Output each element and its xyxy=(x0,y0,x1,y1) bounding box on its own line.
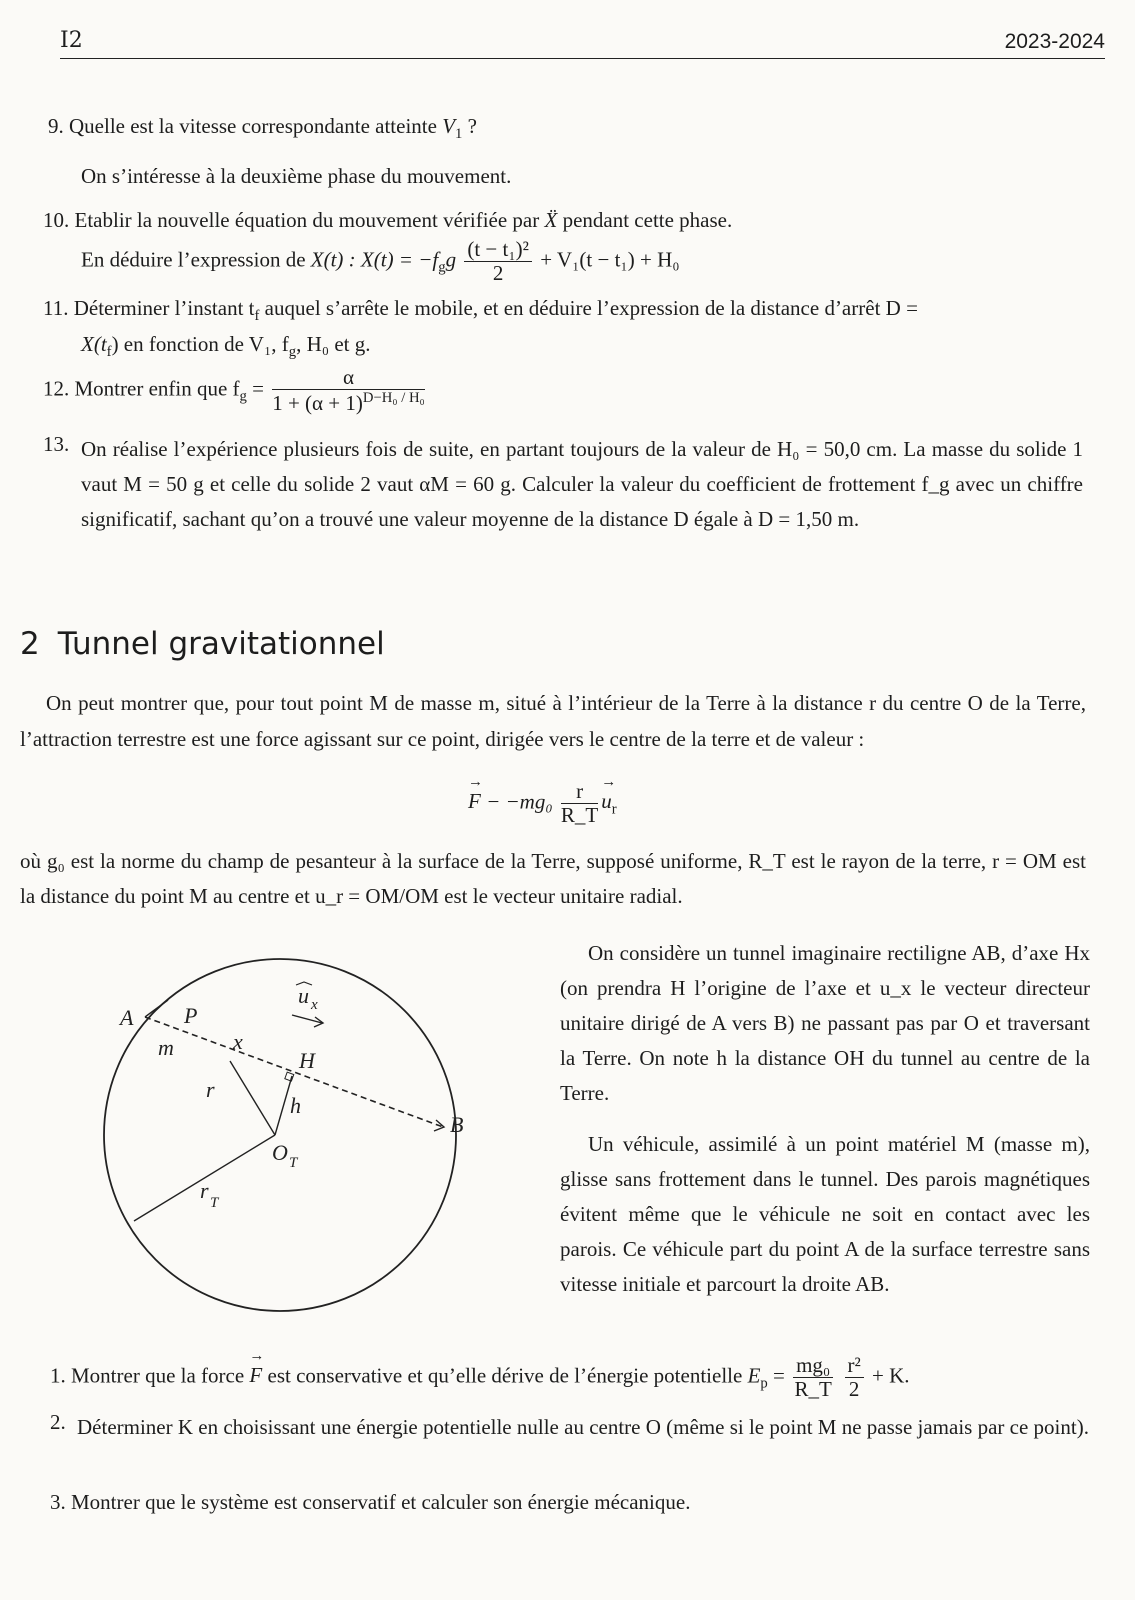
math-sub: g xyxy=(288,344,297,361)
question-text: Montrer enfin que f xyxy=(74,376,240,401)
question-text: Déterminer l’instant t xyxy=(73,296,255,320)
fraction-denominator: R_T xyxy=(560,803,599,828)
fraction-numerator: r² xyxy=(845,1354,864,1378)
label-h-distance: h xyxy=(290,1093,301,1118)
question-text: ) en fonction de V₁, f xyxy=(111,332,289,356)
question-text: + K. xyxy=(872,1363,910,1388)
formula-text: − −mg₀ xyxy=(480,789,553,814)
question-number: 1. xyxy=(50,1363,66,1388)
phase-intro: On s’intéresse à la deuxième phase du mouvement. xyxy=(81,164,512,188)
question-13-text: On réalise l’expérience plusieurs fois de suite, en partant toujours de la valeur de H₀ = 50,0 cm. La masse du solide 1 vaut M = 50 g et celle du solide 2 vaut αM = 60 g. Calculer la valeur du coefficient de frottement f_g avec un chiffre significatif, sachant qu’on a trouvé une valeur moyenne de la distance D égale à D = 1,50 m. xyxy=(81,437,1083,531)
label-m: m xyxy=(158,1035,174,1060)
question-10 xyxy=(43,208,732,233)
fraction-denominator: R_T xyxy=(794,1377,832,1402)
math-var: V xyxy=(442,114,456,138)
math-var: Ẍ xyxy=(544,208,558,232)
segment-or xyxy=(230,1061,275,1135)
fraction xyxy=(561,780,598,827)
label-h-point: H xyxy=(299,1048,315,1073)
label-a: A xyxy=(120,1005,134,1030)
fraction-numerator: α xyxy=(272,366,424,390)
tunnel-start-stub xyxy=(145,1000,168,1017)
question-9 xyxy=(48,114,477,143)
label-o: O xyxy=(272,1140,288,1165)
earth-circle xyxy=(104,959,456,1311)
math-vector-f: → F xyxy=(249,1363,262,1388)
section2-question-2-text: Déterminer K en choisissant une énergie potentielle nulle au centre O (même si le point M ne passe jamais par ce point). xyxy=(77,1415,1089,1439)
formula-explanation: où g₀ est la norme du champ de pesanteur à la surface de la Terre, supposé uniforme, R_T est le rayon de la terre, r = OM est la distance du point M au centre et u_r = OM/OM est le vecteur unitaire radial. xyxy=(20,849,1086,908)
label-x: x xyxy=(233,1029,243,1054)
section2-question-1 xyxy=(50,1354,910,1401)
section-heading xyxy=(20,626,385,662)
question-number: 11. xyxy=(43,296,69,320)
header-year: 2023-2024 xyxy=(1004,30,1105,53)
label-r: r xyxy=(206,1077,215,1102)
formula-text: En déduire l’expression de xyxy=(81,247,311,272)
fraction xyxy=(272,366,424,415)
label-rt-sub: T xyxy=(210,1195,219,1211)
question-text: auquel s’arrête le mobile, et en déduire l’expression de la distance d’arrêt D = xyxy=(259,296,918,320)
question-text: Etablir la nouvelle équation du mouvement vérifiée par xyxy=(74,208,545,232)
question-11 xyxy=(43,296,918,325)
question-text: Montrer que le système est conservatif et calculer son énergie mécanique. xyxy=(71,1490,691,1514)
header-class-label: I2 xyxy=(60,28,83,53)
fraction-numerator: mg₀ xyxy=(793,1354,833,1378)
math-var: E xyxy=(747,1363,761,1388)
fraction-numerator: r xyxy=(561,780,598,804)
section-intro: On peut montrer que, pour tout point M de masse m, situé à l’intérieur de la Terre à la distance r du centre O de la Terre, l’attraction terrestre est une force agissant sur ce point, dirigée vers le centre de la terre et de valeur : xyxy=(20,691,1086,751)
label-p: P xyxy=(184,1003,198,1028)
question-text: Quelle est la vitesse correspondante atteinte xyxy=(69,114,443,138)
math-sub: r xyxy=(611,801,617,818)
force-formula xyxy=(468,780,617,827)
question-text: est conservative et qu’elle dérive de l’énergie potentielle xyxy=(262,1363,748,1388)
question-10-formula xyxy=(81,238,680,285)
math-sub: 1 xyxy=(455,126,463,143)
question-12 xyxy=(43,366,428,415)
math-sub: f xyxy=(254,308,260,325)
section2-question-2-number: 2. xyxy=(50,1410,66,1434)
fraction-exponent: D−H₀ / H₀ xyxy=(362,390,425,407)
section2-question-3 xyxy=(50,1490,690,1515)
label-o-sub: T xyxy=(289,1155,298,1171)
fraction xyxy=(845,1354,864,1401)
math-sub: g xyxy=(239,388,247,405)
question-number: 12. xyxy=(43,376,70,401)
formula-text: g xyxy=(445,247,457,272)
question-text: = xyxy=(246,376,264,401)
math-var: X(t xyxy=(81,332,107,356)
vehicle-description: Un véhicule, assimilé à un point matériel M (masse m), glisse sans frottement dans le tunnel. Des parois magnétiques évitent même que le véhicule ne soit en contact avec les parois. Ce véhicule part du point A de la surface terrestre sans vitesse initiale et parcourt la droite AB. xyxy=(560,1132,1090,1296)
fraction-numerator: (t − t₁)² xyxy=(464,238,532,262)
question-number: 10. xyxy=(43,208,70,232)
tunnel-diagram xyxy=(100,955,500,1325)
math-sub: p xyxy=(760,1375,768,1392)
fraction xyxy=(464,238,532,285)
question-text: , H₀ et g. xyxy=(296,332,371,356)
formula-text: + V₁(t − t₁) + H₀ xyxy=(540,247,680,272)
fraction-denominator: 2 xyxy=(492,261,504,286)
section-number: 2 xyxy=(20,626,40,662)
fraction xyxy=(793,1354,833,1401)
label-b: B xyxy=(450,1112,464,1137)
section-title: Tunnel gravitationnel xyxy=(57,626,385,662)
tunnel-description: On considère un tunnel imaginaire rectiligne AB, d’axe Hx (on prendra H l’origine de l’axe et u_x le vecteur directeur unitaire dirigé de A vers B) ne passant pas par O et traversant la Terre. On note h la distance OH du tunnel au centre de la Terre. xyxy=(560,941,1090,1105)
question-13-number: 13. xyxy=(43,432,70,456)
question-text: = xyxy=(767,1363,785,1388)
fraction-denominator-base: 1 + (α + 1) xyxy=(272,391,363,416)
math-vector-u: → u xyxy=(601,789,612,814)
math-sub: g xyxy=(438,259,446,276)
question-number: 9. xyxy=(48,114,64,138)
formula-text: X(t) : X(t) = −f xyxy=(310,247,439,272)
question-text: ? xyxy=(462,114,477,138)
page-header xyxy=(60,26,1105,59)
label-rt: r xyxy=(200,1178,209,1203)
question-text: Montrer que la force xyxy=(71,1363,250,1388)
fraction-denominator: 2 xyxy=(848,1377,860,1402)
question-11-line2 xyxy=(81,332,371,361)
label-ux: u xyxy=(298,983,309,1008)
question-number: 3. xyxy=(50,1490,66,1514)
question-text: pendant cette phase. xyxy=(557,208,733,232)
math-vector-f: → F xyxy=(468,789,481,814)
math-sub: f xyxy=(106,344,112,361)
label-ux-sub: x xyxy=(311,997,318,1013)
fraction-denominator xyxy=(272,390,424,415)
